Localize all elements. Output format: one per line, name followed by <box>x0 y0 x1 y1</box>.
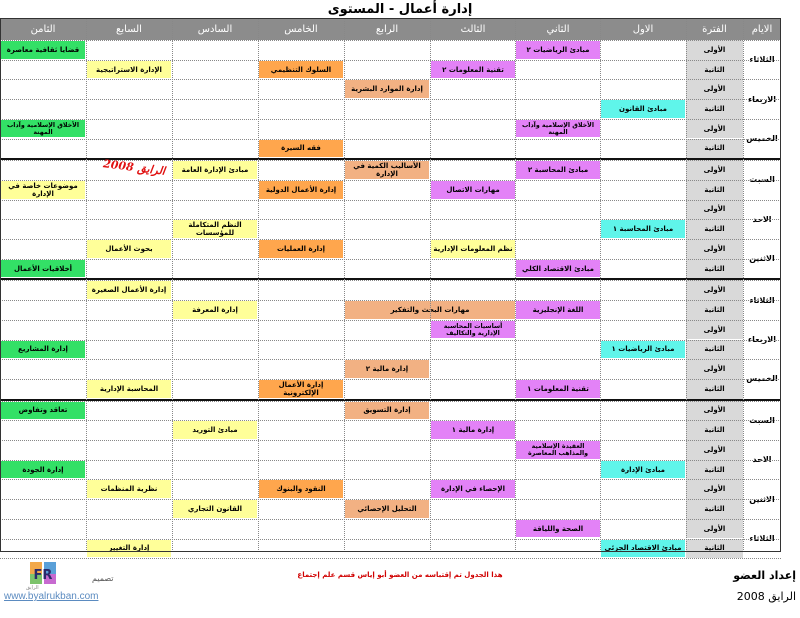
column-header: الايام <box>743 18 781 40</box>
course-cell[interactable]: إدارة الجودة <box>1 461 85 479</box>
day-label: الاحد <box>743 440 781 479</box>
author-name: الرايق 2008 <box>736 590 796 603</box>
period-label: الأولى <box>686 280 743 300</box>
course-cell[interactable]: مهارات الاتصال <box>431 181 515 199</box>
course-cell[interactable]: التحليل الإحصائي <box>345 500 429 518</box>
column-header: الرابع <box>344 18 430 40</box>
course-cell[interactable]: مبادئ المحاسبة ١ <box>601 220 685 238</box>
period-label: الثانية <box>686 340 743 360</box>
period-label: الثانية <box>686 460 743 480</box>
column-header: السادس <box>172 18 258 40</box>
course-cell[interactable]: مبادئ الاقتصاد الجزئي <box>601 540 685 558</box>
page-title: إدارة أعمال - المستوى <box>327 2 473 17</box>
period-label: الثانية <box>686 219 743 239</box>
course-cell[interactable]: مبادئ التوريد <box>173 421 257 439</box>
course-cell[interactable]: إدارة مالية ١ <box>431 421 515 439</box>
period-label: الثانية <box>686 139 743 159</box>
course-cell[interactable]: العقيدة الإسلامية والمذاهب المعاصرة <box>516 441 600 459</box>
period-label: الأولى <box>686 479 743 499</box>
course-cell[interactable]: مبادئ الإدارة العامة <box>173 161 257 179</box>
course-cell[interactable]: الصحة واللياقة <box>516 520 600 538</box>
course-cell[interactable]: فقه السيرة <box>259 140 343 158</box>
column-header: الثالث <box>430 18 516 40</box>
course-cell[interactable]: المحاسبة الإدارية <box>87 380 171 398</box>
course-cell[interactable]: أساسيات المحاسبة الإدارية والتكاليف <box>431 321 515 339</box>
row-divider <box>0 558 781 559</box>
course-cell[interactable]: مبادئ القانون <box>601 100 685 118</box>
course-cell[interactable]: موضوعات خاصة في الإدارة <box>1 181 85 199</box>
logo-subtitle: الرايق <box>26 585 39 591</box>
source-note: هذا الجدول تم إقتباسه من العضو أبو إياس قسم علم إجتماع <box>297 571 503 579</box>
period-label: الأولى <box>686 519 743 539</box>
column-header: السابع <box>86 18 172 40</box>
period-label: الثانية <box>686 99 743 119</box>
column-header: الثاني <box>515 18 601 40</box>
day-label: الثلاثاء <box>743 519 781 558</box>
period-label: الثانية <box>686 60 743 80</box>
period-label: الأولى <box>686 200 743 220</box>
course-cell[interactable]: إدارة المعرفة <box>173 301 257 319</box>
site-link[interactable]: www.byalrukban.com <box>4 591 99 602</box>
column-header: الفترة <box>686 18 743 40</box>
course-cell[interactable]: القانون التجاري <box>173 500 257 518</box>
course-cell[interactable]: مبادئ الرياضيات ٢ <box>516 41 600 59</box>
day-label: الثلاثاء <box>743 40 781 79</box>
course-cell[interactable]: إدارة المشاريع <box>1 341 85 359</box>
course-cell[interactable]: نظرية المنظمات <box>87 480 171 498</box>
column-header: الثامن <box>0 18 86 40</box>
course-cell[interactable]: النقود والبنوك <box>259 480 343 498</box>
course-cell[interactable]: إدارة التسويق <box>345 402 429 420</box>
period-label: الأولى <box>686 160 743 180</box>
course-cell[interactable]: النظم المتكاملة للمؤسسات <box>173 220 257 238</box>
course-cell[interactable]: إدارة الأعمال الدولية <box>259 181 343 199</box>
course-cell[interactable]: إدارة الأعمال الإلكترونية <box>259 380 343 398</box>
period-label: الثانية <box>686 420 743 440</box>
course-cell[interactable]: الأخلاق الإسلامية وآداب المهنة <box>1 120 85 138</box>
day-label: الثلاثاء <box>743 280 781 319</box>
day-label: الخميس <box>743 359 781 398</box>
day-label: الاربعاء <box>743 79 781 118</box>
course-cell[interactable]: إدارة التغيير <box>87 540 171 558</box>
course-cell[interactable]: السلوك التنظيمي <box>259 61 343 79</box>
prepared-by-label: إعداد العضو <box>733 569 796 582</box>
site-logo[interactable] <box>28 560 60 586</box>
period-label: الثانية <box>686 259 743 279</box>
course-cell[interactable]: أخلاقيات الأعمال <box>1 260 85 278</box>
course-cell[interactable]: مبادئ الاقتصاد الكلي <box>516 260 600 278</box>
period-label: الأولى <box>686 239 743 259</box>
day-label: الاثنين <box>743 479 781 518</box>
course-cell[interactable]: قضايا ثقافية معاصرة <box>1 41 85 59</box>
period-label: الأولى <box>686 320 743 340</box>
course-cell[interactable]: الإحصاء في الإدارة <box>431 480 515 498</box>
day-label: الخميس <box>743 119 781 158</box>
course-cell[interactable]: مبادئ الرياضيات ١ <box>601 341 685 359</box>
period-label: الأولى <box>686 40 743 60</box>
course-cell[interactable]: إدارة الأعمال الصغيرة <box>87 281 171 299</box>
period-label: الثانية <box>686 499 743 519</box>
period-label: الأولى <box>686 401 743 421</box>
design-label: تصميم <box>92 574 114 583</box>
period-label: الثانية <box>686 180 743 200</box>
course-cell[interactable]: إدارة مالية ٢ <box>345 360 429 378</box>
course-cell[interactable]: مبادئ الإدارة <box>601 461 685 479</box>
period-label: الأولى <box>686 359 743 379</box>
period-label: الثانية <box>686 300 743 320</box>
course-cell[interactable]: إدارة العمليات <box>259 240 343 258</box>
course-cell[interactable]: تعاقد وتفاوض <box>1 402 85 420</box>
course-cell[interactable]: مهارات البحث والتفكير <box>345 301 515 319</box>
course-cell[interactable]: إدارة الموارد البشرية <box>345 80 429 98</box>
column-header: الاول <box>600 18 686 40</box>
logo-letters: FR <box>33 568 53 583</box>
period-label: الثانية <box>686 379 743 399</box>
table-border <box>0 18 781 552</box>
day-label: الاثنين <box>743 239 781 278</box>
day-label: السبت <box>743 160 781 199</box>
course-cell[interactable]: نظم المعلومات الإدارية <box>431 240 515 258</box>
course-cell[interactable]: تقنية المعلومات ١ <box>516 380 600 398</box>
course-cell[interactable]: الأخلاق الإسلامية وآداب المهنة <box>516 120 600 138</box>
course-cell[interactable]: مبادئ المحاسبة ٢ <box>516 161 600 179</box>
course-cell[interactable]: الإدارة الاستراتيجية <box>87 61 171 79</box>
course-cell[interactable]: بحوث الأعمال <box>87 240 171 258</box>
course-cell[interactable]: تقنية المعلومات ٢ <box>431 61 515 79</box>
course-cell[interactable]: الأساليب الكمية في الإدارة <box>345 161 429 179</box>
column-header: الخامس <box>258 18 344 40</box>
period-label: الأولى <box>686 79 743 99</box>
day-label: السبت <box>743 401 781 440</box>
author-stamp: الرايق 2008 <box>102 157 166 178</box>
day-label: الاحد <box>743 200 781 239</box>
period-label: الأولى <box>686 119 743 139</box>
period-label: الثانية <box>686 539 743 559</box>
course-cell[interactable]: اللغة الإنجليزية <box>516 301 600 319</box>
day-label: الاربعاء <box>743 320 781 359</box>
period-label: الأولى <box>686 440 743 460</box>
